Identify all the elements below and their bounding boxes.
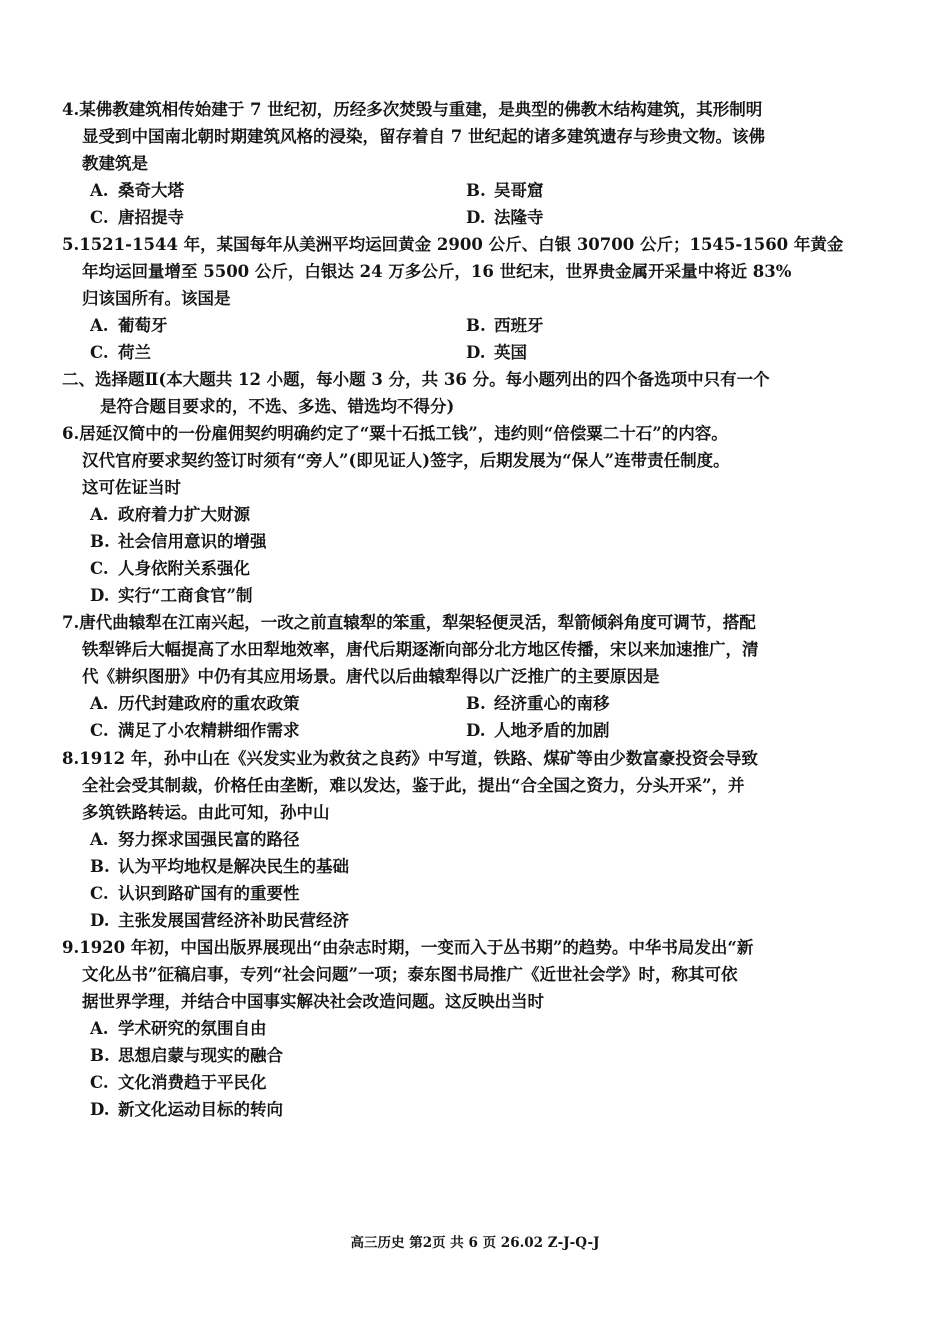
question-5-option-c: C. 荷兰 — [90, 343, 151, 362]
question-5-option-d: D. 英国 — [466, 343, 527, 362]
question-8-option-a: A. 努力探求国强民富的路径 — [90, 830, 300, 849]
question-4-line-1: 4.某佛教建筑相传始建于 7 世纪初，历经多次焚毁与重建，是典型的佛教木结构建筑，其形制明 — [62, 100, 763, 119]
question-4-line-3: 教建筑是 — [82, 154, 148, 173]
question-9-line-2: 文化丛书”征稿启事，专列“社会问题”一项；泰东图书局推广《近世社会学》时，称其可依 — [82, 965, 738, 984]
question-6-option-d: D. 实行“工商食官”制 — [90, 586, 253, 605]
question-8-option-b: B. 认为平均地权是解决民生的基础 — [90, 857, 349, 876]
question-8-line-3: 多筑铁路转运。由此可知，孙中山 — [82, 803, 330, 822]
question-7-line-1: 7.唐代曲辕犁在江南兴起，一改之前直辕犁的笨重，犁架轻便灵活，犁箭倾斜角度可调节，搭配 — [62, 613, 756, 632]
question-5-line-2: 年均运回量增至 5500 公斤，白银达 24 万多公斤，16 世纪末，世界贵金属开采量中将近 83% — [82, 262, 792, 281]
question-7 — [62, 609, 832, 690]
question-4-option-a: A. 桑奇大塔 — [90, 181, 184, 200]
question-9-option-d: D. 新文化运动目标的转向 — [90, 1100, 283, 1119]
question-7-option-c: C. 满足了小农精耕细作需求 — [90, 721, 300, 740]
question-9-line-1: 9.1920 年初，中国出版界展现出“由杂志时期，一变而入于丛书期”的趋势。中华书局发出“新 — [62, 938, 754, 957]
question-4-line-2: 显受到中国南北朝时期建筑风格的浸染，留存着自 7 世纪起的诸多建筑遗存与珍贵文物。该佛 — [82, 127, 765, 146]
question-7-option-d: D. 人地矛盾的加剧 — [466, 721, 610, 740]
question-8-line-1: 8.1912 年，孙中山在《兴发实业为救贫之良药》中写道，铁路、煤矿等由少数富豪投资会导致 — [62, 749, 758, 768]
question-6-option-b: B. 社会信用意识的增强 — [90, 532, 267, 551]
question-5-option-b: B. 西班牙 — [466, 316, 544, 335]
question-9-line-3: 据世界学理，并结合中国事实解决社会改造问题。这反映出当时 — [82, 992, 544, 1011]
question-6-option-a: A. 政府着力扩大财源 — [90, 505, 250, 524]
section-2-heading — [62, 366, 842, 420]
question-7-option-a: A. 历代封建政府的重农政策 — [90, 694, 300, 713]
question-8 — [62, 745, 832, 826]
question-9 — [62, 934, 832, 1015]
question-7-line-3: 代《耕织图册》中仍有其应用场景。唐代以后曲辕犁得以广泛推广的主要原因是 — [82, 667, 660, 686]
question-9-option-b: B. 思想启蒙与现实的融合 — [90, 1046, 283, 1065]
question-6-line-2: 汉代官府要求契约签订时须有“旁人”(即见证人)签字，后期发展为“保人”连带责任制度。 — [82, 451, 730, 470]
question-6-line-3: 这可佐证当时 — [82, 478, 181, 497]
question-7-line-2: 铁犁铧后大幅提高了水田犁地效率，唐代后期逐渐向部分北方地区传播，宋以来加速推广，清 — [82, 640, 759, 659]
question-5-option-a: A. 葡萄牙 — [90, 316, 168, 335]
question-9-option-c: C. 文化消费趋于平民化 — [90, 1073, 267, 1092]
question-4-option-b: B. 吴哥窟 — [466, 181, 544, 200]
question-6-line-1: 6.居延汉简中的一份雇佣契约明确约定了“粟十石抵工钱”，违约则“倍偿粟二十石”的内容。 — [62, 424, 728, 443]
question-4-option-c: C. 唐招提寺 — [90, 208, 184, 227]
question-5-line-3: 归该国所有。该国是 — [82, 289, 231, 308]
page-footer: 高三历史 第2页 共 6 页 26.02 Z-J-Q-J — [350, 1235, 600, 1251]
question-6-option-c: C. 人身依附关系强化 — [90, 559, 250, 578]
question-4 — [62, 96, 832, 177]
question-7-option-b: B. 经济重心的南移 — [466, 694, 610, 713]
question-5 — [62, 231, 844, 312]
section-2-heading-line-1: 二、选择题Ⅱ(本大题共 12 小题，每小题 3 分，共 36 分。每小题列出的四个备选项中只有一个 — [62, 370, 770, 389]
question-8-line-2: 全社会受其制裁，价格任由垄断，难以发达，鉴于此，提出“合全国之资力，分头开采”，并 — [82, 776, 745, 795]
question-4-option-d: D. 法隆寺 — [466, 208, 544, 227]
question-6 — [62, 420, 832, 501]
question-5-line-1: 5.1521-1544 年，某国每年从美洲平均运回黄金 2900 公斤、白银 30700 公斤；1545-1560 年黄金 — [62, 235, 844, 254]
question-8-option-c: C. 认识到路矿国有的重要性 — [90, 884, 300, 903]
section-2-heading-line-2: 是符合题目要求的，不选、多选、错选均不得分) — [100, 397, 455, 416]
question-8-option-d: D. 主张发展国营经济补助民营经济 — [90, 911, 349, 930]
question-9-option-a: A. 学术研究的氛围自由 — [90, 1019, 267, 1038]
